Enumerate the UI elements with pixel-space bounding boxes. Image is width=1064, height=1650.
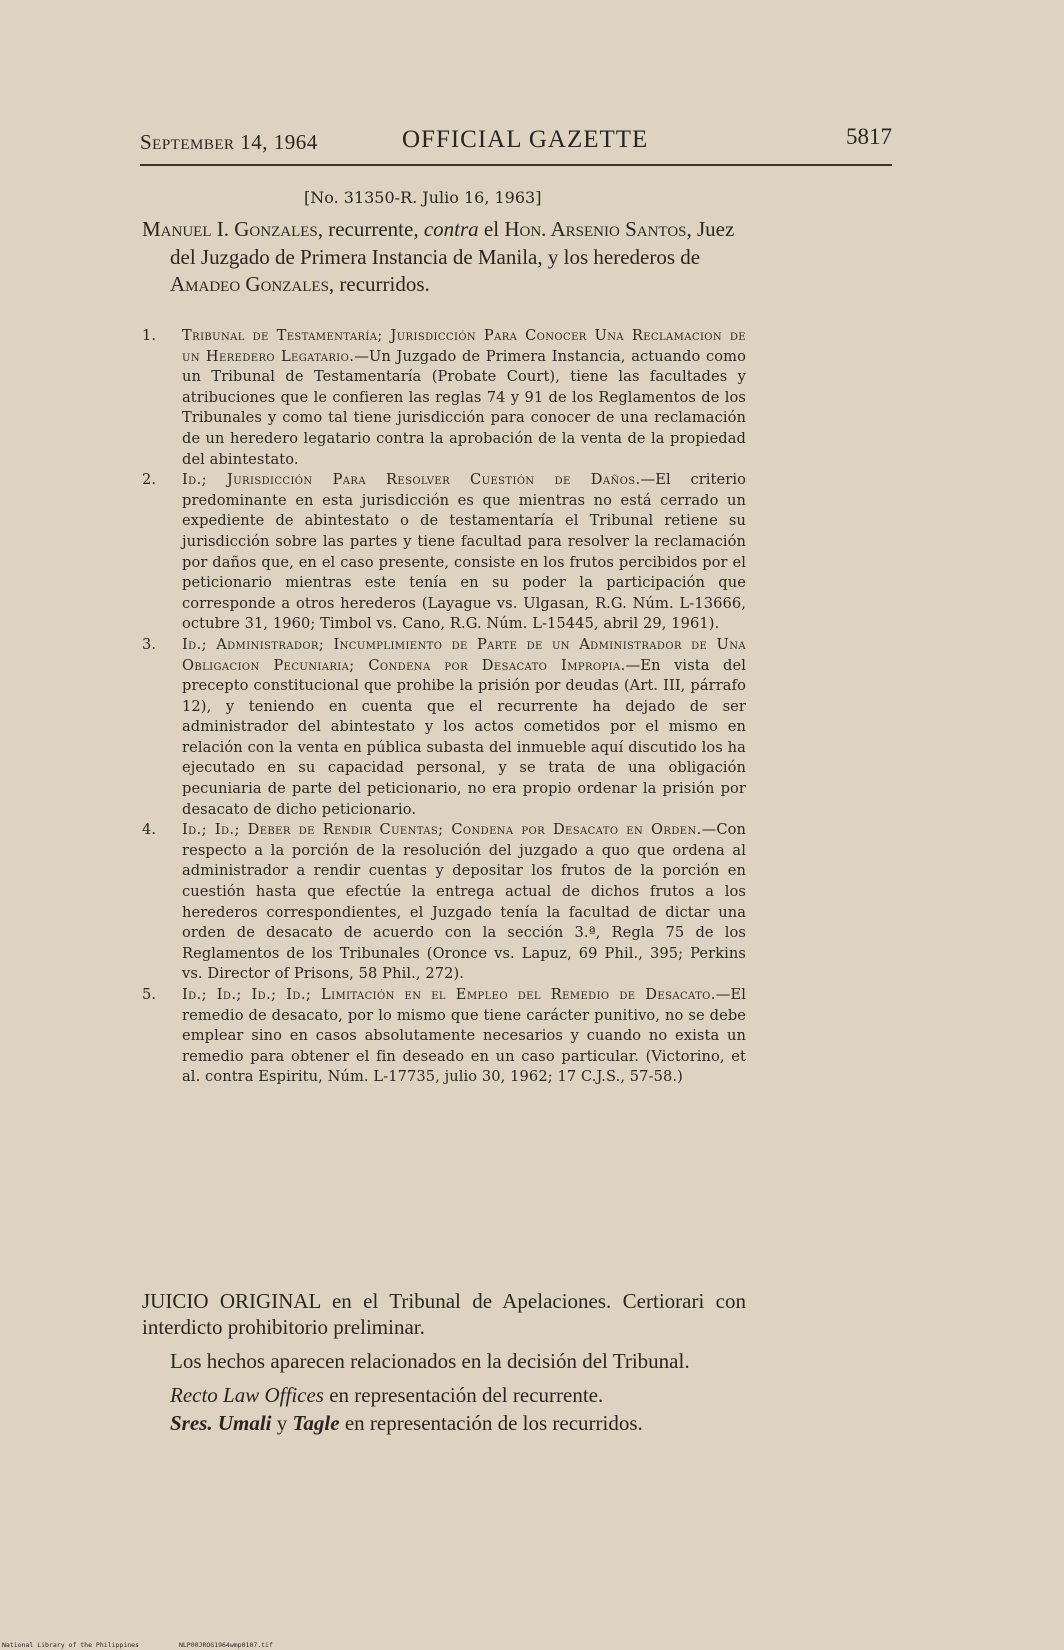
header-rule <box>140 164 892 166</box>
proceeding-line <box>142 1288 746 1340</box>
proceeding-text: en el Tribunal de Apelaciones. Certiorari con interdicto prohibitorio preliminar. <box>142 1289 746 1339</box>
syllabus-item <box>142 635 746 820</box>
counsel-name: Recto Law Offices <box>170 1383 324 1407</box>
respondent-name: Hon. Arsenio Santos <box>504 217 687 241</box>
petitioner-name: Manuel I. Gonzales <box>142 217 318 241</box>
syllabus <box>142 326 746 1088</box>
petitioner-role: , recurrente, <box>317 217 424 241</box>
counsel-text: en representación del recurrente. <box>323 1383 604 1407</box>
syllabus-heading: Id.; Id.; Deber de Rendir Cuentas; Condena por Desacato en Orden. <box>182 821 702 839</box>
heirs-role: , recurridos. <box>328 272 430 296</box>
header-title: OFFICIAL GAZETTE <box>402 126 649 153</box>
syllabus-number: 1. <box>142 327 157 344</box>
heirs-name: Amadeo Gonzales <box>170 272 329 296</box>
running-header <box>140 126 892 160</box>
syllabus-heading: Id.; Administrador; Incumplimiento de Parte de un Administrador de Una Obligacion Pecuniaria; Condena por Desacato Impropia. <box>182 635 746 674</box>
syllabus-number: 5. <box>142 986 157 1003</box>
counsel-text: en representación de los recurridos. <box>339 1411 643 1435</box>
syllabus-text: —Con respecto a la porción de la resolución del juzgado a quo que ordena al administrador a rendir cuentas y depositar los frutos de la porción en cuestión hasta que efectúe la entrega actual de dichos frutos a los herederos correspondientes, el Juzgado tenía la facultad de dictar una orden de desacato de acuerdo con la sección 3.ª, Regla 75 de los Reglamentos de los Tribunales (Oronce vs. Lapuz, 69 Phil., 395; Perkins vs. Director of Prisons, 58 Phil., 272). <box>182 821 746 983</box>
syllabus-heading: Id.; Jurisdicción Para Resolver Cuestión de Daños. <box>182 471 641 489</box>
scan-footer <box>2 1641 313 1649</box>
page-number: 5817 <box>846 124 892 149</box>
syllabus-text: —El criterio predominante en esta jurisdicción es que mientras no está cerrado un expediente de abintestato o de testamentaría el Tribunal retiene su jurisdicción sobre las partes y tiene facultad para resolver la reclamación por daños que, en el caso presente, consiste en los frutos percibidos por el peticionario mientras este tenía en su poder la participación que corresponde a otros herederos (Layague vs. Ulgasan, R.G. Núm. L-13666, octubre 31, 1960; Timbol vs. Cano, R.G. Núm. L-15445, abril 29, 1961). <box>182 471 746 633</box>
facts-line: Los hechos aparecen relacionados en la decisión del Tribunal. <box>170 1349 690 1373</box>
case-parties <box>142 216 746 299</box>
syllabus-text: —El remedio de desacato, por lo mismo que tiene carácter punitivo, no se debe emplear sino en casos absolutamente necesarios y cuando no exista un remedio para obtener el fin deseado en un caso particular. (Victorino, et al. contra Espiritu, Núm. L-17735, julio 30, 1962; 17 C.J.S., 57-58.) <box>182 986 746 1086</box>
respondent-desc: , Juez del Juzgado de Primera Instancia de Manila, y los herederos de <box>170 217 735 269</box>
syllabus-item <box>142 820 746 985</box>
counsel-petitioner <box>170 1382 746 1408</box>
syllabus-text: —En vista del precepto constitucional que prohibe la prisión por deudas (Art. III, párrafo 12), y teniendo en cuenta que el recurrente ha dejado de ser administrador del abintestato y los actos cometidos por el mismo en relación con la venta en pública subasta del inmueble aquí discutido los ha ejecutado en su capacidad personal, y se trata de una obligación pecuniaria de parte del peticionario, no era propio ordenar la prisión por desacato de dicho peticionario. <box>182 656 746 818</box>
proceeding-label: JUICIO ORIGINAL <box>142 1289 321 1313</box>
footer-library: National Library of the Philippines <box>2 1641 139 1649</box>
syllabus-number: 3. <box>142 635 157 653</box>
syllabus-item <box>142 985 746 1088</box>
versus-word: contra <box>423 217 479 241</box>
counsel-respondents <box>170 1410 746 1436</box>
counsel-joiner: y <box>271 1411 293 1435</box>
counsel-name-b: Tagle <box>292 1411 340 1435</box>
syllabus-text: —Un Juzgado de Primera Instancia, actuando como un Tribunal de Testamentaría (Probate Court), tiene las facultades y atribuciones que le confieren las reglas 74 y 91 de los Reglamentos de los Tribunales y como tal tiene jurisdicción para conocer de una reclamación de un heredero legatario contra la aprobación de la venta de la propiedad del abintestato. <box>182 347 746 468</box>
syllabus-heading: Id.; Id.; Id.; Id.; Limitación en el Empleo del Remedio de Desacato. <box>182 986 716 1003</box>
docket-line: [No. 31350-R. Julio 16, 1963] <box>304 188 542 207</box>
footer-file: NLP00JROG1964wmp0107.tif <box>178 1641 273 1649</box>
header-date: September 14, 1964 <box>140 130 318 154</box>
syllabus-item <box>142 326 746 470</box>
syllabus-heading: Tribunal de Testamentaría; Jurisdicción Para Conocer Una Reclamacion de un Heredero Legatario. <box>182 327 746 365</box>
syllabus-number: 4. <box>142 821 157 839</box>
el-word: el <box>478 217 505 241</box>
counsel-name-a: Sres. Umali <box>170 1411 272 1435</box>
syllabus-item <box>142 470 746 635</box>
syllabus-number: 2. <box>142 471 157 489</box>
case-body <box>142 1288 746 1438</box>
